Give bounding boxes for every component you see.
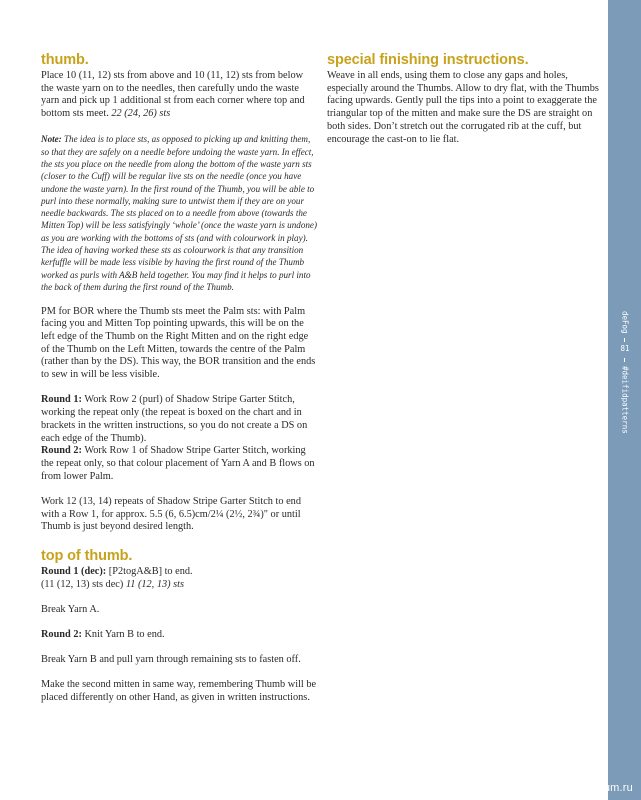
sidebar-title (611, 312, 639, 332)
break-yarn-b: Break Yarn B and pull yarn through remaining sts to fasten off. (41, 654, 301, 666)
sidebar-divider-bottom (624, 358, 625, 362)
sidebar-title-text: deFog (620, 310, 630, 334)
finishing-text: Weave in all ends, using them to close any gaps and holes, especially around the Thumbs. Allow to dry flat, with the Thumbs facing upwards. Gently pull the tips into a point to exaggerate the triangular top of the mitten and make sure the DS are straight on both sides. Don’t stretch out the corrugated rib at the cuff, but encourage the cast-on to lie flat. (327, 70, 599, 145)
top-round-1 (41, 566, 317, 579)
watermark: PassionForum.ru (546, 782, 633, 794)
sidebar-author (611, 366, 639, 436)
finishing-heading: special finishing instructions. (327, 52, 529, 68)
thumb-round-1-label: Round 1: (41, 394, 82, 406)
dec-count: (11 (12, 13) sts dec) (41, 578, 124, 590)
sidebar-author-text: #deifidpatterns (620, 366, 630, 434)
note-label: Note: (41, 134, 62, 145)
thumb-round-1-text: Work Row 2 (purl) of Shadow Stripe Garter Stitch, working the repeat only (the repeat is boxed on the chart and in brackets in the written instructions, so you do not create a DS on each edge of the Thumb). (41, 394, 308, 444)
thumb-round-2-text: Work Row 1 of Shadow Stripe Garter Stitch, working the repeat only, so that colour placement of Yarn A and B flows on from lower Palm. (41, 445, 315, 482)
thumb-round-1 (41, 394, 317, 445)
sidebar-divider-top (624, 338, 625, 342)
remaining-count: 11 (12, 13) sts (125, 578, 184, 590)
top-round-2 (41, 629, 317, 642)
thumb-note (41, 133, 317, 293)
top-round-1-label: Round 1 (dec): (41, 565, 107, 577)
thumb-place-sts-text: Place 10 (11, 12) sts from above and 10 (11, 12) sts from below the waste yarn on to the needles, then carefully undo the waste yarn and pick up 1 additional st from each corner where top and bottom sts meet. (41, 70, 305, 120)
top-round-1-text: [P2togA&B] to end. (108, 565, 193, 577)
thumb-round-2-label: Round 2: (41, 445, 82, 457)
thumb-heading: thumb. (41, 52, 89, 68)
right-column (327, 52, 601, 146)
note-text: The idea is to place sts, as opposed to picking up and knitting them, so that they are safely on a needle before undoing the waste yarn. In effect, the sts you place on the needle from along the bottom of the waste yarn sts (closer to the Cuff) will be regular live sts on the needle (once you have undone the waste yarn). In the first round of the Thumb, you will be able to purl into these normally, making sure to untwist them if they are on your needle backwards. The sts placed on to a needle from above (towards the Mitten Top) will be less satisfyingly ‘whole’ (once the waste yarn is undone) as you are working with the bottoms of sts (and with colourwork in play). The idea of having worked these sts as colourwork is that any transition kerfuffle will be made less visible by having the first round of the Thumb worked as purls with A&B held together. You may find it helps to purl into the back of them during the first round of the Thumb. (41, 134, 317, 292)
thumb-work-repeats: Work 12 (13, 14) repeats of Shadow Stripe Garter Stitch to end with a Row 1, for approx. 5.5 (6, 6.5)cm/2¼ (2½, 2¾)" or until Thumb is just beyond desired length. (41, 495, 301, 533)
page-number: 81 (620, 344, 630, 353)
top-round-2-label: Round 2: (41, 629, 82, 641)
second-mitten: Make the second mitten in same way, remembering Thumb will be placed differently on other Hand, as given in written instructions. (41, 679, 317, 704)
thumb-round-2 (41, 445, 317, 483)
thumb-st-count: 22 (24, 26) sts (111, 108, 171, 120)
top-of-thumb-heading: top of thumb. (41, 547, 133, 564)
top-round-1-count (41, 579, 317, 592)
left-column (41, 52, 317, 705)
top-round-2-text: Knit Yarn B to end. (84, 629, 165, 641)
break-yarn-a: Break Yarn A. (41, 603, 100, 615)
thumb-pm-instructions: PM for BOR where the Thumb sts meet the Palm sts: with Palm facing you and Mitten Top pointing upwards, this will be on the left edge of the Thumb on the Right Mitten and on the right edge of the Thumb on the Left Mitten, towards the centre of the Palm (rather than by the DS). This way, the BOR transition and the ends to sew in will be less visible. (41, 305, 316, 381)
thumb-place-sts (41, 70, 317, 121)
